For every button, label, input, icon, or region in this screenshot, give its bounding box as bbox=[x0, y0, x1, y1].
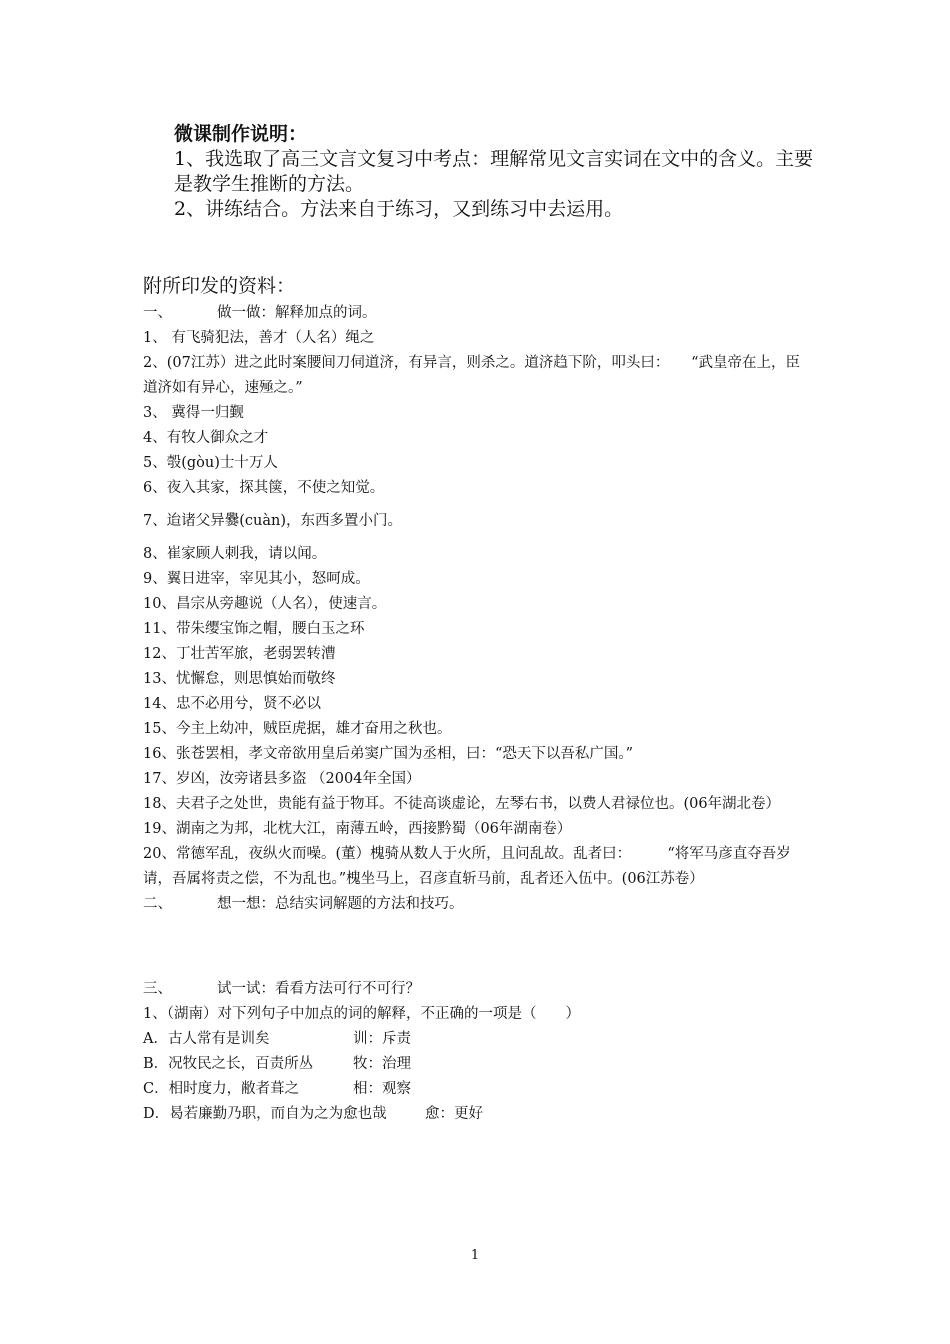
intro-line-2: 2、讲练结合。方法来自于练习，又到练习中去运用。 bbox=[174, 198, 624, 220]
intro-block bbox=[174, 122, 824, 222]
section-title: 做一做：解释加点的词。 bbox=[217, 305, 377, 321]
list-item: 14、忠不必用兮，贤不必以 bbox=[143, 696, 321, 712]
question-option bbox=[143, 1052, 808, 1077]
intro-title: 微课制作说明： bbox=[174, 123, 308, 145]
section-heading-3 bbox=[143, 977, 808, 1002]
question-option bbox=[143, 1027, 808, 1052]
question-option bbox=[143, 1077, 808, 1102]
exercise-list bbox=[143, 301, 808, 1127]
list-item: 7、迨诸父异爨(cuàn)，东西多置小门。 bbox=[143, 513, 402, 529]
list-item: 5、彀(gòu)士十万人 bbox=[143, 455, 278, 471]
attachment-title: 附所印发的资料： bbox=[143, 275, 296, 297]
list-item: 2、(07江苏）进之此时案腰间刀伺道济，有异言，则杀之。道济趋下阶，叩头曰： “武皇帝在上，臣道济如有异心，速殛之。” bbox=[143, 355, 800, 396]
list-item: 16、张苍罢相，孝文帝欲用皇后弟窦广国为丞相，曰：“恐天下以吾私广国。” bbox=[143, 746, 634, 762]
section-title: 试一试：看看方法可行不可行？ bbox=[217, 981, 420, 997]
list-item: 1、 有飞骑犯法，善才（人名）绳之 bbox=[143, 330, 375, 346]
list-item: 3、 冀得一归觐 bbox=[143, 405, 244, 421]
list-item: 8、崔家顾人刺我，请以闻。 bbox=[143, 546, 327, 562]
section-number: 一、 bbox=[143, 305, 172, 321]
list-item: 19、湖南之为邦，北枕大江，南薄五岭，西接黔蜀（06年湖南卷） bbox=[143, 821, 572, 837]
list-item: 10、昌宗从旁趣说（人名），使速言。 bbox=[143, 596, 387, 612]
section-title: 想一想：总结实词解题的方法和技巧。 bbox=[217, 896, 464, 912]
list-item: 6、夜入其家，探其箧，不使之知觉。 bbox=[143, 480, 385, 496]
list-item: 12、丁壮苦军旅，老弱罢转漕 bbox=[143, 646, 336, 662]
blank-space bbox=[143, 917, 808, 977]
question-option bbox=[143, 1102, 808, 1127]
option-gloss: 牧：治理 bbox=[353, 1056, 411, 1072]
list-item: 15、今主上幼冲，贼臣虎据，雄才奋用之秋也。 bbox=[143, 721, 452, 737]
option-text: A．古人常有是训矣 bbox=[143, 1031, 270, 1047]
list-item: 9、翼日进宰，宰见其小，怒呵成。 bbox=[143, 571, 370, 587]
section-number: 三、 bbox=[143, 981, 172, 997]
option-text: B．况牧民之长，百责所丛 bbox=[143, 1056, 314, 1072]
question-stem: 1、（湖南）对下列句子中加点的词的解释，不正确的一项是（ ） bbox=[143, 1006, 580, 1022]
list-item: 4、有牧人御众之才 bbox=[143, 430, 269, 446]
section-heading-1 bbox=[143, 301, 808, 326]
option-gloss: 相：观察 bbox=[353, 1081, 411, 1097]
page-number: 1 bbox=[470, 1248, 480, 1263]
option-text: D．曷若廉勤乃职，而自为之为愈也哉 bbox=[143, 1106, 387, 1122]
list-item: 11、带朱缨宝饰之帽，腰白玉之环 bbox=[143, 621, 365, 637]
list-item: 13、忧懈怠，则思慎始而敬终 bbox=[143, 671, 336, 687]
intro-line-1: 1、我选取了高三文言文复习中考点：理解常见文言实词在文中的含义。主要是教学生推断的方法。 bbox=[174, 148, 814, 195]
option-text: C．相时度力，敝者葺之 bbox=[143, 1081, 300, 1097]
section-heading-2 bbox=[143, 892, 808, 917]
list-item: 18、夫君子之处世，贵能有益于物耳。不徒高谈虚论，左琴右书，以费人君禄位也。(06年湖北卷） bbox=[143, 796, 781, 812]
section-number: 二、 bbox=[143, 896, 172, 912]
list-item: 20、常德军乱，夜纵火而噪。(董）槐骑从数人于火所，且问乱故。乱者曰： “将军马彦直夺吾岁请，吾属将责之偿，不为乱也。”槐坐马上，召彦直斩马前，乱者还入伍中。(06江苏卷） bbox=[143, 846, 791, 887]
list-item: 17、岁凶，汝旁诸县多盗 （2004年全国） bbox=[143, 771, 421, 787]
option-gloss: 愈：更好 bbox=[425, 1106, 483, 1122]
option-gloss: 训：斥责 bbox=[353, 1031, 411, 1047]
